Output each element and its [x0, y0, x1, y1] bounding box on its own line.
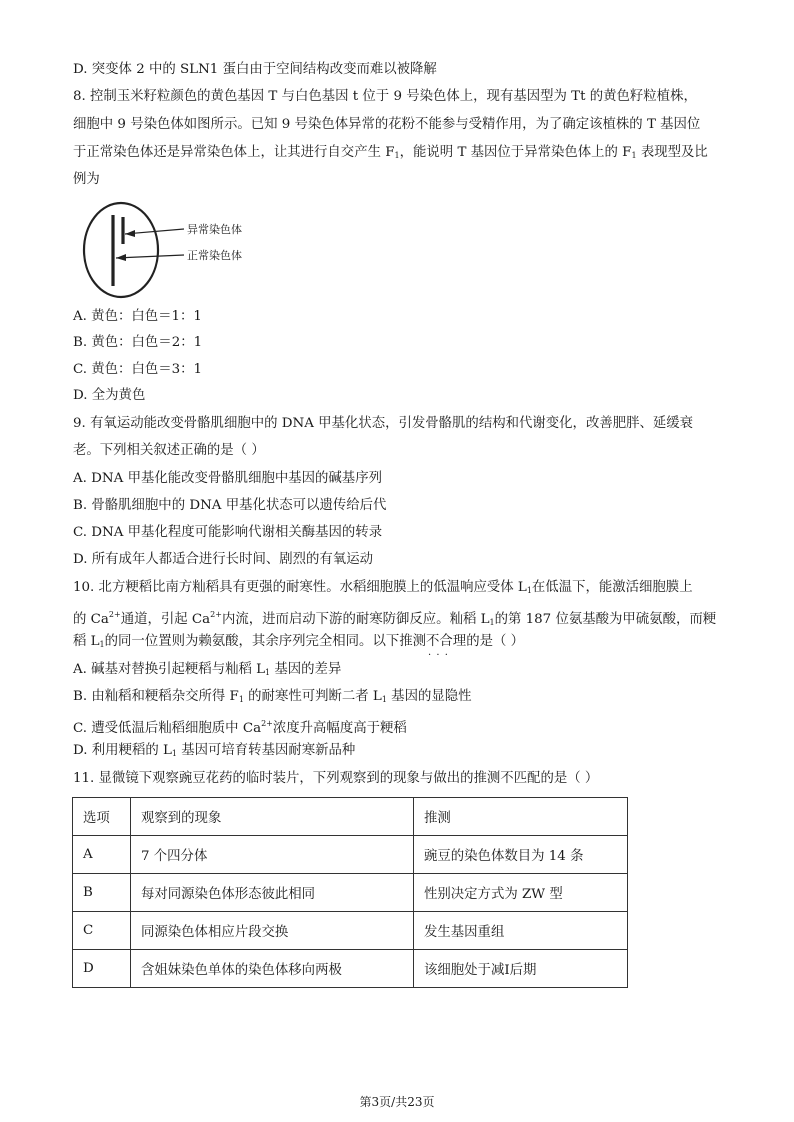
q8-option-d: D. 全为黄色	[73, 388, 146, 403]
q9-stem-line-1: 9. 有氧运动能改变骨骼肌细胞中的 DNA 甲基化状态，引发骨骼肌的结构和代谢变化，改善肥胖、延缓衰	[73, 416, 694, 431]
normal-pointer-line	[116, 255, 184, 258]
q10-stem-line-2: 的 $Ca^{2+}$通道，引起 $Ca^{2+}$内流，进而启动下游的耐寒防御反应。籼稻 $L_1$的第 187 位氨基酸为甲硫氨酸，而粳	[73, 610, 717, 627]
cell-observation: 同源染色体相应片段交换	[131, 912, 414, 950]
table-row	[73, 950, 628, 988]
q9-option-b: B. 骨骼肌细胞中的 DNA 甲基化状态可以遗传给后代	[73, 498, 387, 513]
q10-option-a: A. 碱基对替换引起粳稻与籼稻 $L_1$ 基因的差异	[73, 662, 342, 677]
q11-table	[72, 797, 628, 988]
cell-option: D	[73, 950, 131, 988]
cell-inference: 发生基因重组	[414, 912, 628, 950]
table-header-row	[73, 798, 628, 836]
header-option: 选项	[73, 798, 131, 836]
q8-option-b: B. 黄色：白色＝2：1	[73, 335, 203, 350]
q9-option-d: D. 所有成年人都适合进行长时间、剧烈的有氧运动	[73, 552, 373, 567]
cell-observation: 每对同源染色体形态彼此相同	[131, 874, 414, 912]
table-row	[73, 836, 628, 874]
q9-stem-line-2: 老。下列相关叙述正确的是（ ）	[73, 443, 265, 458]
q8-stem-line-1: 8. 控制玉米籽粒颜色的黄色基因 T 与白色基因 t 位于 9 号染色体上，现有基因型为 Tt 的黄色籽粒植株，	[73, 89, 697, 104]
q9-option-a: A. DNA 甲基化能改变骨骼肌细胞中基因的碱基序列	[73, 471, 382, 486]
q8-stem-line-2: 细胞中 9 号染色体如图所示。已知 9 号染色体异常的花粉不能参与受精作用，为了确定该植株的 T 基因位	[73, 117, 701, 132]
cell-observation: 含姐妹染色单体的染色体移向两极	[131, 950, 414, 988]
abnormal-pointer-arrowhead	[125, 230, 135, 237]
cell-inference: 性别决定方式为 ZW 型	[414, 874, 628, 912]
q11-stem: 11. 显微镜下观察豌豆花药的临时装片，下列观察到的现象与做出的推测不匹配的是（ ）	[73, 771, 599, 786]
cell-inference: 豌豆的染色体数目为 14 条	[414, 836, 628, 874]
q10-option-d: D. 利用粳稻的 $L_1$ 基因可培育转基因耐寒新品种	[73, 743, 356, 758]
q8-option-a: A. 黄色：白色＝1：1	[73, 309, 202, 324]
header-inference: 推测	[414, 798, 628, 836]
label-abnormal-chromosome: 异常染色体	[187, 223, 242, 236]
q8-stem-line-3: 于正常染色体还是异常染色体上，让其进行自交产生 $F_1$，能说明 T 基因位于异常染色体上的 $F_1$ 表现型及比	[73, 145, 708, 160]
label-normal-chromosome: 正常染色体	[187, 249, 242, 262]
emphasis-not-reasonable: 不合理 · · ·	[426, 634, 466, 649]
q10-option-b: B. 由籼稻和粳稻杂交所得 $F_1$ 的耐寒性可判断二者 $L_1$ 基因的显隐性	[73, 689, 472, 704]
cell-option: A	[73, 836, 131, 874]
table-row	[73, 912, 628, 950]
q10-stem-line-3: 稻 $L_1$的同一位置则为赖氨酸，其余序列完全相同。以下推测不合理 · · ·的是（ ）	[73, 632, 524, 655]
q9-option-c: C. DNA 甲基化程度可能影响代谢相关酶基因的转录	[73, 525, 383, 540]
q8-stem-line-4: 例为	[73, 172, 100, 187]
normal-pointer-arrowhead	[116, 254, 126, 261]
table-row	[73, 874, 628, 912]
cell-outline	[84, 203, 158, 297]
q8-option-c: C. 黄色：白色＝3：1	[73, 362, 203, 377]
chromosome-figure	[80, 200, 260, 300]
cell-option: B	[73, 874, 131, 912]
page-number-footer: 第3页/共23页	[359, 1095, 435, 1109]
cell-inference: 该细胞处于减Ⅰ后期	[414, 950, 628, 988]
cell-option: C	[73, 912, 131, 950]
q10-stem-line-1: 10. 北方粳稻比南方籼稻具有更强的耐寒性。水稻细胞膜上的低温响应受体 $L_1$在低温下，能激活细胞膜上	[73, 580, 693, 595]
q10-option-c: C. 遭受低温后籼稻细胞质中 $Ca^{2+}$浓度升高幅度高于粳稻	[73, 719, 407, 736]
q7-option-d: D. 突变体 2 中的 SLN1 蛋白由于空间结构改变而难以被降解	[73, 62, 437, 77]
header-observation: 观察到的现象	[131, 798, 414, 836]
cell-observation: 7 个四分体	[131, 836, 414, 874]
